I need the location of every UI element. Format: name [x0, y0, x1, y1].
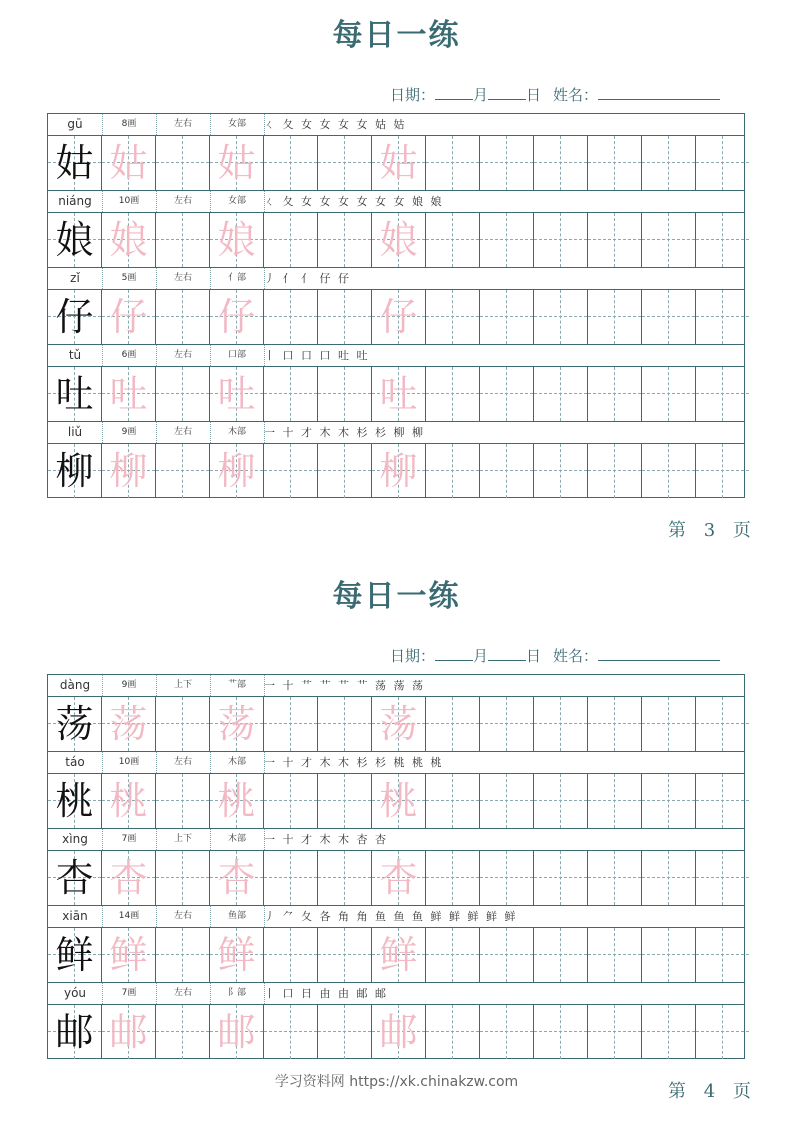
writing-box[interactable]	[588, 1005, 642, 1059]
writing-box[interactable]	[48, 213, 102, 267]
writing-box[interactable]	[480, 928, 534, 982]
writing-box[interactable]	[426, 136, 480, 190]
writing-box[interactable]	[210, 697, 264, 751]
radical-label: 女部	[227, 119, 246, 129]
radical-label: 木部	[227, 427, 246, 437]
writing-box[interactable]	[642, 1005, 696, 1059]
writing-box[interactable]	[102, 136, 156, 190]
writing-box[interactable]	[480, 1005, 534, 1059]
writing-box[interactable]	[426, 774, 480, 828]
writing-box[interactable]	[426, 367, 480, 421]
writing-box[interactable]	[642, 290, 696, 344]
writing-row	[48, 1005, 744, 1060]
trace-character: 桃	[379, 779, 418, 823]
stroke-count: 10画	[118, 196, 140, 206]
writing-row	[48, 136, 744, 191]
writing-box[interactable]	[480, 213, 534, 267]
trace-character: 桃	[217, 779, 256, 823]
month-label: 月	[473, 86, 489, 104]
writing-box[interactable]	[156, 851, 210, 905]
writing-box[interactable]	[426, 213, 480, 267]
character-info-row	[48, 345, 744, 367]
name-blank[interactable]	[598, 646, 720, 661]
name-label: 姓名：	[553, 86, 599, 104]
writing-box[interactable]	[588, 290, 642, 344]
stroke-count: 14画	[118, 911, 140, 921]
date-label: 日期：	[390, 86, 436, 104]
month-label: 月	[473, 647, 489, 665]
writing-row	[48, 213, 744, 268]
stroke-count: 10画	[118, 757, 140, 767]
character-info-row	[48, 268, 744, 290]
writing-box[interactable]	[318, 1005, 372, 1059]
structure-label: 上下	[173, 680, 192, 690]
trace-character: 邮	[109, 1010, 148, 1054]
writing-box[interactable]	[264, 1005, 318, 1059]
model-character: 娘	[55, 218, 94, 262]
writing-box[interactable]	[642, 367, 696, 421]
writing-box[interactable]	[588, 851, 642, 905]
writing-box[interactable]	[156, 1005, 210, 1059]
structure-label: 左右	[173, 273, 192, 283]
writing-box[interactable]	[210, 1005, 264, 1059]
writing-row	[48, 697, 744, 752]
writing-box[interactable]	[372, 697, 426, 751]
trace-character: 吐	[217, 372, 256, 416]
trace-character: 娘	[109, 218, 148, 262]
structure-label: 左右	[173, 427, 192, 437]
writing-box[interactable]	[156, 774, 210, 828]
writing-box[interactable]	[480, 290, 534, 344]
stroke-count: 6画	[121, 350, 137, 360]
trace-character: 杏	[109, 856, 148, 900]
writing-box[interactable]	[264, 851, 318, 905]
structure-label: 左右	[173, 911, 192, 921]
writing-box[interactable]	[318, 136, 372, 190]
trace-character: 荡	[217, 702, 256, 746]
writing-box[interactable]	[48, 774, 102, 828]
trace-character: 娘	[217, 218, 256, 262]
day-blank[interactable]	[488, 85, 526, 100]
writing-box[interactable]	[210, 136, 264, 190]
trace-character: 鲜	[217, 933, 256, 977]
model-character: 鲜	[55, 933, 94, 977]
worksheet-page	[0, 561, 793, 1122]
radical-label: 木部	[227, 757, 246, 767]
trace-character: 鲜	[109, 933, 148, 977]
structure-label: 左右	[173, 757, 192, 767]
practice-grid	[47, 674, 745, 1059]
writing-box[interactable]	[102, 774, 156, 828]
character-info-row	[48, 191, 744, 213]
writing-box[interactable]	[102, 444, 156, 498]
writing-box[interactable]	[264, 136, 318, 190]
stroke-count: 9画	[121, 427, 137, 437]
writing-box[interactable]	[480, 774, 534, 828]
writing-box[interactable]	[426, 851, 480, 905]
writing-box[interactable]	[264, 367, 318, 421]
date-name-line	[390, 645, 750, 666]
trace-character: 杏	[217, 856, 256, 900]
writing-box[interactable]	[480, 367, 534, 421]
date-label: 日期：	[390, 647, 436, 665]
writing-box[interactable]	[372, 444, 426, 498]
writing-box[interactable]	[534, 367, 588, 421]
day-label: 日	[526, 86, 542, 104]
writing-box[interactable]	[696, 774, 744, 828]
writing-box[interactable]	[102, 928, 156, 982]
stroke-count: 9画	[121, 680, 137, 690]
radical-label: 女部	[227, 196, 246, 206]
writing-box[interactable]	[372, 136, 426, 190]
trace-character: 邮	[379, 1010, 418, 1054]
writing-box[interactable]	[156, 367, 210, 421]
structure-label: 左右	[173, 988, 192, 998]
writing-box[interactable]	[318, 928, 372, 982]
trace-character: 吐	[109, 372, 148, 416]
writing-box[interactable]	[372, 290, 426, 344]
writing-box[interactable]	[318, 697, 372, 751]
structure-label: 左右	[173, 196, 192, 206]
stroke-count: 5画	[121, 273, 137, 283]
character-info-row	[48, 983, 744, 1005]
writing-box[interactable]	[588, 697, 642, 751]
stroke-order: ㄑ 夂 女 女 女 女 女 女 娘 娘	[264, 195, 444, 208]
stroke-order: 丨 口 日 由 由 邮 邮	[264, 987, 388, 1000]
day-blank[interactable]	[488, 646, 526, 661]
writing-box[interactable]	[156, 444, 210, 498]
writing-box[interactable]	[588, 774, 642, 828]
radical-label: 木部	[227, 834, 246, 844]
writing-box[interactable]	[426, 928, 480, 982]
date-name-line	[390, 84, 750, 105]
trace-character: 邮	[217, 1010, 256, 1054]
writing-box[interactable]	[696, 367, 744, 421]
writing-box[interactable]	[480, 851, 534, 905]
writing-box[interactable]	[696, 136, 744, 190]
writing-box[interactable]	[696, 213, 744, 267]
model-character: 仔	[55, 295, 94, 339]
writing-box[interactable]	[588, 136, 642, 190]
trace-character: 杏	[379, 856, 418, 900]
writing-box[interactable]	[48, 697, 102, 751]
writing-box[interactable]	[156, 697, 210, 751]
writing-box[interactable]	[480, 697, 534, 751]
radical-label: 口部	[227, 350, 246, 360]
writing-box[interactable]	[264, 213, 318, 267]
model-character: 柳	[55, 449, 94, 493]
practice-grid	[47, 113, 745, 498]
writing-box[interactable]	[318, 290, 372, 344]
writing-box[interactable]	[696, 928, 744, 982]
writing-box[interactable]	[534, 1005, 588, 1059]
writing-box[interactable]	[588, 367, 642, 421]
stroke-order: 一 十 艹 艹 艹 艹 荡 荡 荡	[264, 679, 425, 692]
trace-character: 仔	[109, 295, 148, 339]
character-info-row	[48, 906, 744, 928]
trace-character: 鲜	[379, 933, 418, 977]
writing-box[interactable]	[588, 213, 642, 267]
radical-label: 艹部	[227, 680, 246, 690]
writing-box[interactable]	[426, 1005, 480, 1059]
writing-box[interactable]	[210, 367, 264, 421]
writing-row	[48, 367, 744, 422]
writing-box[interactable]	[264, 290, 318, 344]
writing-box[interactable]	[696, 1005, 744, 1059]
writing-box[interactable]	[318, 367, 372, 421]
model-character: 邮	[55, 1010, 94, 1054]
pinyin-label: táo	[65, 755, 85, 769]
writing-box[interactable]	[642, 697, 696, 751]
writing-box[interactable]	[642, 444, 696, 498]
writing-box[interactable]	[372, 851, 426, 905]
writing-box[interactable]	[426, 697, 480, 751]
writing-box[interactable]	[210, 851, 264, 905]
writing-box[interactable]	[534, 136, 588, 190]
writing-row	[48, 774, 744, 829]
pinyin-label: niáng	[58, 194, 92, 208]
writing-box[interactable]	[642, 774, 696, 828]
stroke-count: 8画	[121, 119, 137, 129]
writing-box[interactable]	[264, 928, 318, 982]
writing-box[interactable]	[48, 136, 102, 190]
writing-box[interactable]	[534, 774, 588, 828]
name-blank[interactable]	[598, 85, 720, 100]
writing-box[interactable]	[642, 213, 696, 267]
trace-character: 荡	[109, 702, 148, 746]
stroke-order: 一 十 才 木 木 杉 杉 桃 桃 桃	[264, 756, 444, 769]
structure-label: 左右	[173, 350, 192, 360]
trace-character: 娘	[379, 218, 418, 262]
trace-character: 桃	[109, 779, 148, 823]
radical-label: 阝部	[227, 988, 246, 998]
writing-box[interactable]	[318, 851, 372, 905]
writing-box[interactable]	[48, 367, 102, 421]
radical-label: 亻部	[227, 273, 246, 283]
pinyin-label: yóu	[63, 986, 87, 1000]
stroke-order: ㄑ 夂 女 女 女 女 姑 姑	[264, 118, 407, 131]
month-blank[interactable]	[435, 85, 473, 100]
pinyin-label: liǔ	[67, 425, 83, 439]
writing-box[interactable]	[696, 290, 744, 344]
stroke-order: 丿 亻 亻 仔 仔	[264, 272, 351, 285]
character-info-row	[48, 675, 744, 697]
writing-box[interactable]	[642, 928, 696, 982]
page-number: 第 4 页	[668, 1081, 757, 1102]
pinyin-label: xìng	[62, 832, 88, 846]
writing-box[interactable]	[534, 444, 588, 498]
writing-box[interactable]	[318, 213, 372, 267]
writing-box[interactable]	[48, 290, 102, 344]
writing-box[interactable]	[102, 1005, 156, 1059]
writing-box[interactable]	[48, 444, 102, 498]
trace-character: 荡	[379, 702, 418, 746]
footer-source: 学习资料网 https://xk.chinakzw.com	[274, 1074, 519, 1090]
writing-box[interactable]	[372, 928, 426, 982]
writing-box[interactable]	[642, 136, 696, 190]
writing-box[interactable]	[156, 213, 210, 267]
writing-box[interactable]	[318, 774, 372, 828]
day-label: 日	[526, 647, 542, 665]
name-label: 姓名：	[553, 647, 599, 665]
trace-character: 姑	[217, 141, 256, 185]
writing-box[interactable]	[588, 444, 642, 498]
writing-box[interactable]	[102, 213, 156, 267]
writing-box[interactable]	[210, 213, 264, 267]
writing-box[interactable]	[696, 851, 744, 905]
model-character: 姑	[55, 141, 94, 185]
writing-box[interactable]	[156, 928, 210, 982]
structure-label: 左右	[173, 119, 192, 129]
writing-row	[48, 444, 744, 499]
writing-box[interactable]	[48, 1005, 102, 1059]
trace-character: 姑	[109, 141, 148, 185]
writing-box[interactable]	[426, 444, 480, 498]
writing-box[interactable]	[102, 290, 156, 344]
writing-row	[48, 928, 744, 983]
character-info-row	[48, 829, 744, 851]
writing-box[interactable]	[534, 697, 588, 751]
structure-label: 上下	[173, 834, 192, 844]
writing-box[interactable]	[102, 851, 156, 905]
writing-row	[48, 290, 744, 345]
trace-character: 姑	[379, 141, 418, 185]
model-character: 荡	[55, 702, 94, 746]
writing-box[interactable]	[642, 851, 696, 905]
writing-box[interactable]	[480, 136, 534, 190]
stroke-count: 7画	[121, 834, 137, 844]
writing-box[interactable]	[264, 774, 318, 828]
character-info-row	[48, 114, 744, 136]
pinyin-label: dàng	[59, 678, 91, 692]
model-character: 桃	[55, 779, 94, 823]
page-number: 第 3 页	[668, 520, 757, 541]
writing-box[interactable]	[210, 444, 264, 498]
character-info-row	[48, 752, 744, 774]
radical-label: 鱼部	[227, 911, 246, 921]
writing-box[interactable]	[210, 928, 264, 982]
writing-box[interactable]	[372, 213, 426, 267]
writing-box[interactable]	[102, 367, 156, 421]
stroke-order: 丨 口 口 口 吐 吐	[264, 349, 370, 362]
writing-box[interactable]	[534, 851, 588, 905]
model-character: 吐	[55, 372, 94, 416]
writing-box[interactable]	[264, 697, 318, 751]
trace-character: 柳	[109, 449, 148, 493]
stroke-count: 7画	[121, 988, 137, 998]
pinyin-label: zǐ	[70, 271, 80, 285]
character-info-row	[48, 422, 744, 444]
stroke-order: 丿 ⺈ 夂 各 角 角 鱼 鱼 鱼 鲜 鲜 鲜 鲜 鲜	[264, 910, 518, 923]
writing-box[interactable]	[264, 444, 318, 498]
writing-box[interactable]	[534, 928, 588, 982]
month-blank[interactable]	[435, 646, 473, 661]
writing-box[interactable]	[534, 213, 588, 267]
trace-character: 仔	[217, 295, 256, 339]
trace-character: 吐	[379, 372, 418, 416]
writing-box[interactable]	[696, 697, 744, 751]
pinyin-label: gū	[67, 117, 83, 131]
writing-box[interactable]	[372, 1005, 426, 1059]
page-title: 每日一练	[332, 579, 461, 614]
writing-box[interactable]	[48, 851, 102, 905]
model-character: 杏	[55, 856, 94, 900]
writing-box[interactable]	[102, 697, 156, 751]
writing-box[interactable]	[588, 928, 642, 982]
pinyin-label: tǔ	[68, 348, 82, 362]
page-title: 每日一练	[332, 18, 461, 53]
writing-box[interactable]	[48, 928, 102, 982]
writing-box[interactable]	[534, 290, 588, 344]
trace-character: 柳	[217, 449, 256, 493]
writing-box[interactable]	[480, 444, 534, 498]
writing-box[interactable]	[156, 136, 210, 190]
writing-box[interactable]	[156, 290, 210, 344]
pinyin-label: xiān	[62, 909, 88, 923]
writing-box[interactable]	[318, 444, 372, 498]
trace-character: 仔	[379, 295, 418, 339]
stroke-order: 一 十 才 木 木 杉 杉 柳 柳	[264, 426, 425, 439]
stroke-order: 一 十 才 木 木 杏 杏	[264, 833, 388, 846]
writing-row	[48, 851, 744, 906]
writing-box[interactable]	[210, 774, 264, 828]
writing-box[interactable]	[210, 290, 264, 344]
writing-box[interactable]	[372, 774, 426, 828]
writing-box[interactable]	[696, 444, 744, 498]
writing-box[interactable]	[372, 367, 426, 421]
trace-character: 柳	[379, 449, 418, 493]
writing-box[interactable]	[426, 290, 480, 344]
